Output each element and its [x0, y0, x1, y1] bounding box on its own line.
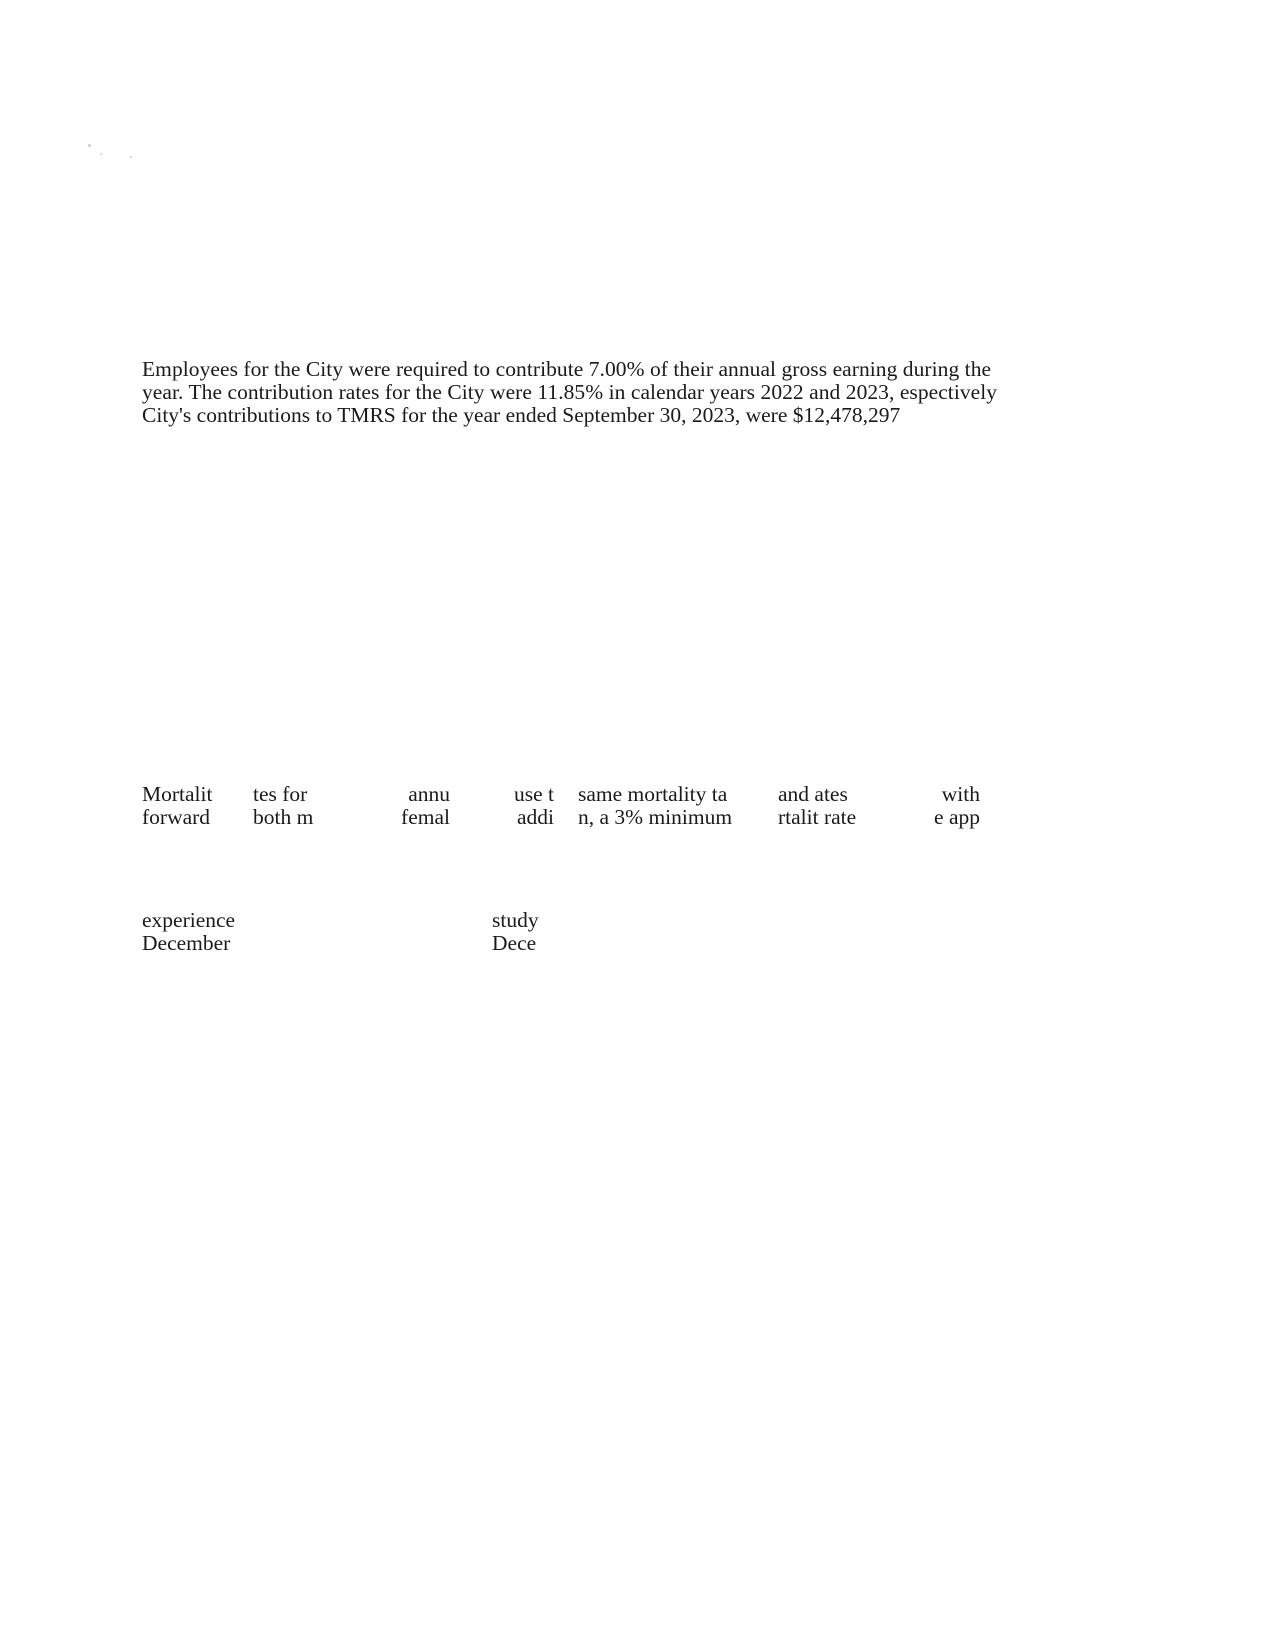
fragment-text: both m	[253, 805, 314, 829]
fragment-column	[578, 783, 732, 829]
fragment-column	[500, 783, 554, 829]
fragment-text: forward	[142, 805, 211, 829]
fragment-text: Dece	[492, 931, 537, 955]
fragment-column	[398, 783, 450, 829]
fragment-text: addi	[516, 805, 554, 829]
fragment-text: study	[492, 908, 539, 932]
scan-artifact	[100, 153, 102, 155]
scan-artifact	[88, 144, 91, 147]
fragment-column	[142, 783, 212, 829]
scan-artifact	[130, 156, 132, 158]
fragment-column	[778, 783, 856, 829]
paragraph-line: year. The contribution rates for the City were 11.85% in calendar years 2022 and 2023, espectively	[142, 380, 998, 404]
fragment-column	[253, 783, 313, 829]
paragraph-line: Employees for the City were required to contribute 7.00% of their annual gross earning during the	[142, 357, 992, 381]
fragment-text: femal	[401, 805, 450, 829]
contribution-paragraph	[142, 358, 1092, 427]
fragment-column	[920, 783, 980, 829]
fragment-column	[142, 909, 235, 955]
fragment-text: rtalit rate	[778, 805, 857, 829]
fragment-text: and ates	[778, 782, 848, 806]
fragment-text: tes for	[253, 782, 308, 806]
fragment-column	[492, 909, 539, 955]
fragment-text: n, a 3% minimum	[578, 805, 733, 829]
fragment-text: experience	[142, 908, 236, 932]
fragment-text: with	[941, 782, 980, 806]
fragment-text: annu	[408, 782, 450, 806]
fragment-text: use t	[513, 782, 554, 806]
fragment-text: December	[142, 931, 231, 955]
paragraph-line: City's contributions to TMRS for the year ended September 30, 2023, were $12,478,297	[142, 403, 901, 427]
fragment-text: same mortality ta	[578, 782, 728, 806]
fragment-text: e app	[934, 805, 980, 829]
fragment-text: Mortalit	[142, 782, 213, 806]
